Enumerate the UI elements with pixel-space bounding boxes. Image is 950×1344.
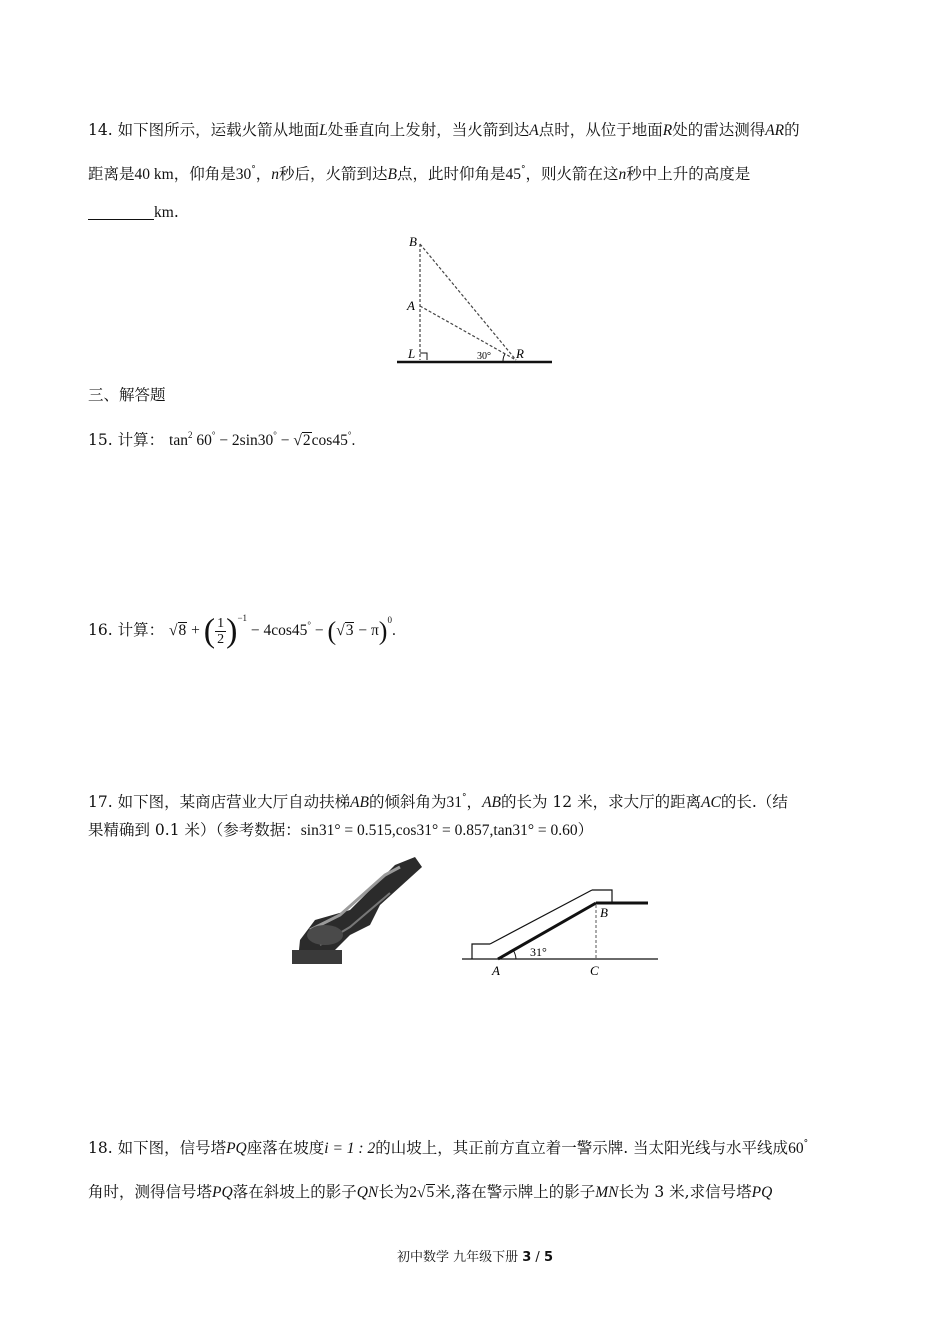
q14-line1 (88, 120, 800, 141)
angle-value: 30 (235, 166, 252, 183)
q17-text: 17. 如下图，某商店营业大厅自动扶梯 (88, 793, 351, 811)
var-AB: AB (482, 794, 501, 811)
label-A: A (492, 963, 500, 978)
q15-line (88, 425, 355, 451)
sqrt-5: 5 (426, 1184, 435, 1201)
exponent: −1 (237, 613, 248, 623)
q17-text: 的长.（结 (720, 793, 788, 811)
escalator-diagram (460, 885, 665, 980)
var-n: n (271, 166, 279, 183)
page-footer (0, 1246, 950, 1265)
q14-text: 点时，从位于地面 (538, 121, 663, 139)
cos-term: − 4cos45 (247, 622, 308, 639)
sqrt-2: 2 (302, 432, 311, 449)
footer-title: 初中数学 九年级下册 (396, 1250, 523, 1265)
q18-line2: 角时，测得信号塔PQ落在斜坡上的影子QN长为2√5米,落在警示牌上的影子MN长为 3 米,求信号塔PQ (88, 1183, 773, 1201)
var-AC: AC (701, 794, 721, 811)
label-C: C (590, 963, 599, 978)
answer-blank[interactable] (88, 203, 154, 220)
q17-text: 的长为 12 米，求大厅的距离 (501, 793, 702, 811)
q14-line3 (88, 202, 179, 223)
var-L: L (319, 122, 328, 139)
q17-text: ） (577, 821, 594, 839)
q14-text: 处垂直向上发射，当火箭到达 (327, 121, 530, 139)
period: . (351, 432, 356, 449)
cos-term: cos45 (311, 432, 348, 449)
angle-value: 60 (192, 432, 212, 449)
q16-prefix: 16. 计算： (88, 621, 165, 639)
label-B: B (600, 905, 608, 920)
q14-text: ，仰角是 (173, 165, 236, 183)
q14-text: 距离是 (88, 165, 135, 183)
q15-prefix: 15. 计算： (88, 431, 165, 449)
sin-term: − 2sin30 (215, 432, 274, 449)
q17-line1: 17. 如下图，某商店营业大厅自动扶梯AB的倾斜角为31°，AB的长为 12 米，求大厅的距离AC的长.（结 (88, 793, 788, 811)
angle-value: 45 (505, 166, 521, 183)
var-PQ: PQ (212, 1184, 233, 1201)
sqrt-8: 8 (178, 622, 187, 639)
q18-line1: 18. 如下图，信号塔PQ座落在坡度i = 1 : 2的山坡上，其正前方直立着一警示牌. 当太阳光线与水平线成60° (88, 1139, 809, 1157)
label-angle-30: 30° (477, 351, 491, 362)
var-AR: AR (765, 122, 785, 139)
var-R: R (662, 122, 673, 139)
var-QN: QN (356, 1184, 379, 1201)
unit-km: km (154, 204, 174, 221)
var-A: A (529, 122, 539, 139)
q15-expression: $\tan^2 60^\circ - 2\sin 30^\circ - √2\cos 45^\circ$. (169, 430, 356, 449)
q16-expression: √8 + ( $\frac{1}{2}$ )$^{-1} - 4\cos 45^\circ - (√3 - \pi)^0$. (169, 612, 396, 650)
operator: + (187, 622, 204, 639)
q18-text: 座落在坡度 (246, 1139, 325, 1157)
sqrt-3: 3 (345, 622, 354, 639)
q14-text: ， (255, 165, 272, 183)
q16-line (88, 598, 396, 651)
q14-text: 的 (784, 121, 800, 139)
q14-rocket-diagram (390, 230, 560, 370)
q18-text: 长为 (378, 1183, 410, 1201)
q17-text: 果精确到 0.1 米）（参考数据： (88, 821, 301, 839)
length-coef: 2 (409, 1184, 418, 1201)
q14-text: 秒后，火箭到达 (278, 165, 388, 183)
q18-text: 18. 如下图，信号塔 (88, 1139, 227, 1157)
tan-fn: tan (169, 432, 188, 449)
q18-text: 米,落在警示牌上的影子 (435, 1183, 596, 1201)
exponent: 0 (387, 615, 392, 625)
page-number: 3 (522, 1250, 532, 1265)
q17-text: ， (466, 793, 483, 811)
fraction-half: $\frac{1}{2}$ (217, 615, 225, 647)
label-L: L (408, 346, 416, 361)
operator: − (311, 622, 328, 639)
exponent: 2 (187, 430, 193, 440)
label-angle-31: 31° (530, 945, 547, 959)
section-title: 三、解答题 (88, 386, 166, 404)
label-B: B (409, 234, 417, 249)
escalator-photo (290, 855, 430, 970)
page-total: 5 (543, 1250, 553, 1265)
var-MN: MN (595, 1184, 619, 1201)
angle-value: 60 (788, 1140, 804, 1157)
q18-text: 的山坡上，其正前方直立着一警示牌. 当太阳光线与水平线成 (375, 1139, 789, 1157)
reference-data: sin31° = 0.515,cos31° = 0.857,tan31° = 0.60 (300, 822, 578, 839)
q14-text: ，则火箭在这 (525, 165, 619, 183)
label-R: R (516, 346, 524, 361)
var-B: B (387, 166, 397, 183)
q17-line2 (88, 820, 593, 841)
var-PQ: PQ (226, 1140, 247, 1157)
q18-text: 角时，测得信号塔 (88, 1183, 213, 1201)
q14-text: . (173, 203, 179, 221)
q18-text: 落在斜坡上的影子 (232, 1183, 357, 1201)
q18-text: 长为 3 米,求信号塔 (618, 1183, 752, 1201)
operator: − (276, 432, 294, 449)
slope-value: i = 1 : 2 (324, 1140, 376, 1157)
var-AB: AB (350, 794, 370, 811)
pi-term: − π (354, 622, 379, 639)
label-A: A (407, 298, 415, 313)
page-separator: / (531, 1250, 544, 1265)
distance-value: 40 km (134, 166, 174, 183)
q14-text: 处的雷达测得 (672, 121, 766, 139)
var-n: n (618, 166, 627, 183)
period: . (391, 622, 396, 639)
q14-text: 14. 如下图所示，运载火箭从地面 (88, 121, 320, 139)
angle-value: 31 (446, 794, 463, 811)
q14-text: 点，此时仰角是 (396, 165, 506, 183)
q14-line2: 距离是40 km，仰角是30°，n秒后，火箭到达B点，此时仰角是45°，则火箭在这n秒中上升的高度是 (88, 165, 751, 183)
var-PQ: PQ (751, 1184, 773, 1201)
q17-text: 的倾斜角为 (369, 793, 447, 811)
q14-text: 秒中上升的高度是 (626, 165, 751, 183)
